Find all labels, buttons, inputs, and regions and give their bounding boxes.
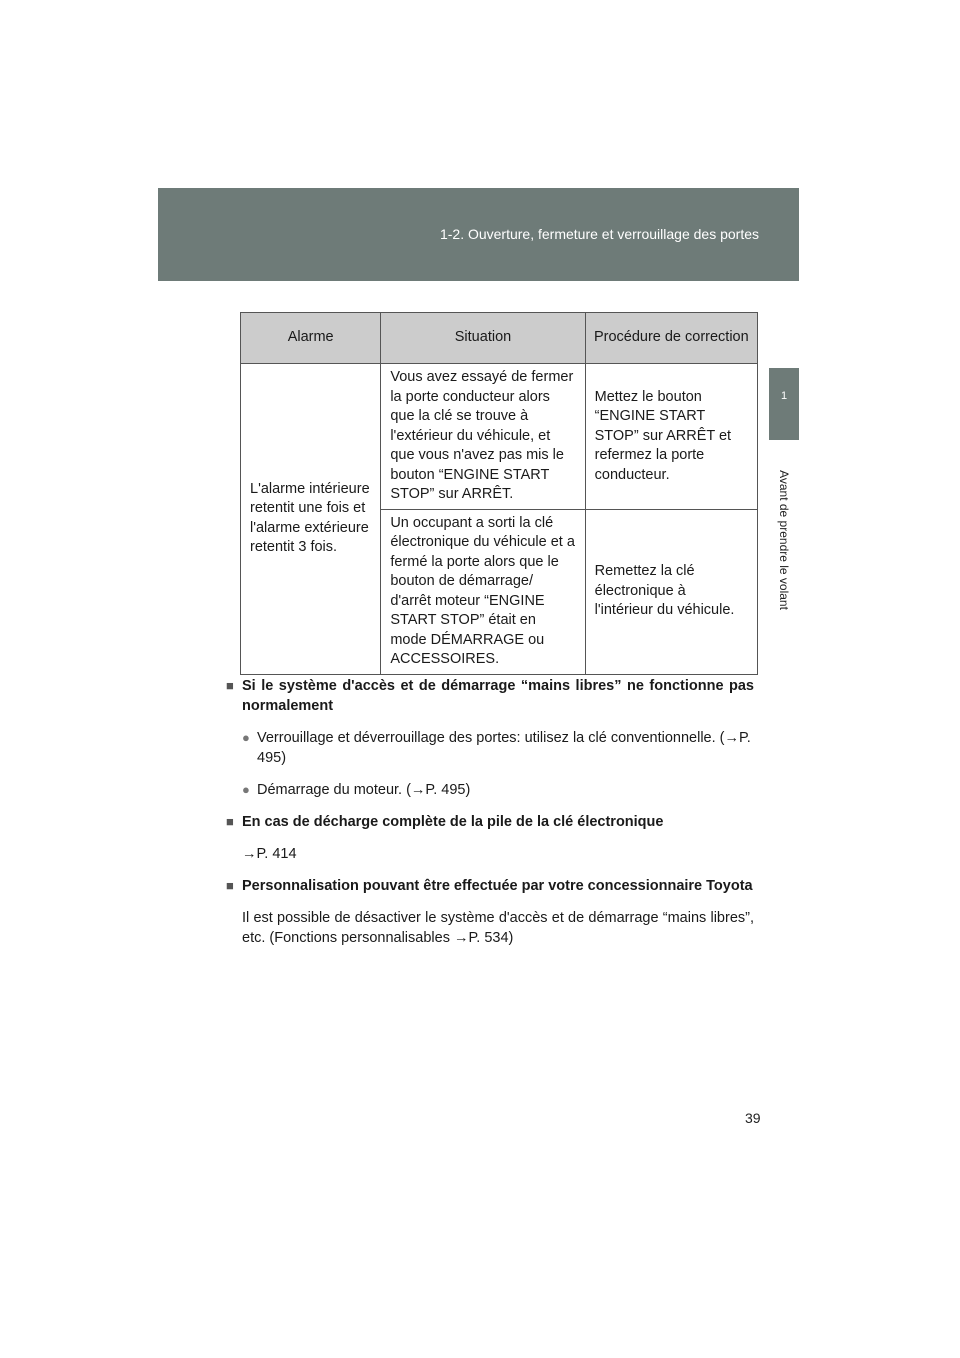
chapter-number: 1 [780,390,788,402]
section-marker-icon: ■ [226,878,234,893]
list-item [242,728,754,768]
situation-cell: Un occupant a sorti la clé électronique du véhicule et a fermé la porte alors que le bouton de démarrage/ d'arrêt moteur “ENGINE START STOP” était en mode DÉMARRAGE ou ACCESSOIRES. [381,509,585,674]
table-row [241,364,758,510]
section-title-text: Personnalisation pouvant être effectuée par votre concessionnaire Toyota [242,878,753,894]
chapter-header [158,188,799,281]
section-marker-icon: ■ [226,678,234,693]
alarm-cell: L'alarme intérieure retentit une fois et l'alarme extérieure retentit 3 fois. [241,364,381,675]
section-title: 1-2. Ouverture, fermeture et verrouillage des portes [439,226,759,242]
bullet-icon: ● [242,730,250,745]
section-body: →P. 414 [242,846,297,862]
bullet-icon: ● [242,782,250,797]
section-title-text: En cas de décharge complète de la pile de la clé électronique [242,814,664,830]
alarm-table [240,312,758,675]
header-alarme: Alarme [241,313,381,364]
chapter-tab [769,368,799,440]
list-item-text: Démarrage du moteur. (→P. 495) [257,782,471,798]
list-item-text: Verrouillage et déverrouillage des portes: utilisez la clé conventionnelle. (→P. 495) [257,730,751,766]
section-title-text: Si le système d'accès et de démarrage “mains libres” ne fonctionne pas normalement [242,678,754,714]
section-heading [226,876,754,896]
table-header-row [241,313,758,364]
section-marker-icon: ■ [226,814,234,829]
procedure-cell: Remettez la clé électronique à l'intérieur du véhicule. [585,509,757,674]
chapter-caption: Avant de prendre le volant [777,470,791,610]
procedure-cell: Mettez le bouton “ENGINE START STOP” sur ARRÊT et refermez la porte conducteur. [585,364,757,510]
section-body: Il est possible de désactiver le système d'accès et de démarrage “mains libres”, etc. (Fonctions personnalisables →P. 534) [242,910,754,946]
list-item [242,780,754,800]
section-heading [226,676,754,716]
header-procedure: Procédure de correction [585,313,757,364]
notes [226,676,754,960]
header-situation: Situation [381,313,585,364]
situation-cell: Vous avez essayé de fermer la porte conducteur alors que la clé se trouve à l'extérieur du véhicule, et que vous n'avez pas mis le bouton “ENGINE START STOP” sur ARRÊT. [381,364,585,510]
section-heading [226,812,754,832]
page-number: 39 [745,1110,761,1126]
